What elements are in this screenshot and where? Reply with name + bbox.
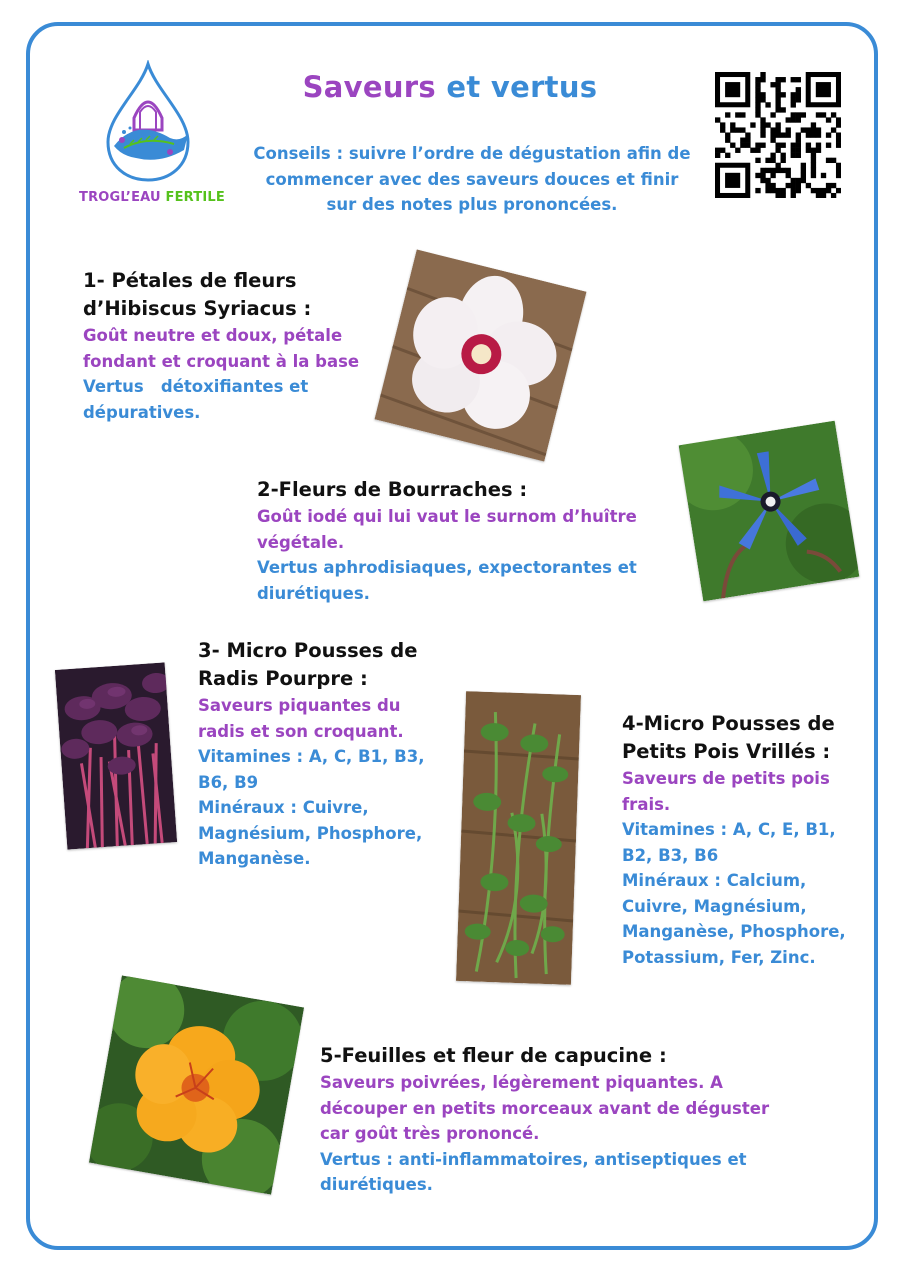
item-1-taste: Goût neutre et doux, pétale fondant et croquant à la base bbox=[83, 326, 360, 371]
item-3-heading-line1: 3- Micro Pousses de bbox=[198, 639, 418, 662]
radish-sprouts-photo bbox=[55, 662, 177, 849]
qr-code-icon bbox=[715, 72, 841, 198]
page-title bbox=[260, 70, 640, 104]
pea-shoots-photo bbox=[456, 691, 581, 985]
item-2-taste: Goût iodé qui lui vaut le surnom d’huître végétale. bbox=[257, 507, 637, 552]
item-1-heading-line2: d’Hibiscus Syriacus : bbox=[83, 297, 312, 320]
item-1-heading-line1: 1- Pétales de fleurs bbox=[83, 269, 297, 292]
item-4-taste: Saveurs de petits pois frais. bbox=[622, 769, 830, 814]
item-3-vitamins: Vitamines : A, C, B1, B3, B6, B9 bbox=[198, 747, 425, 792]
item-3 bbox=[198, 637, 443, 872]
item-4-vitamins: Vitamines : A, C, E, B1, B2, B3, B6 bbox=[622, 820, 836, 865]
item-3-minerals: Minéraux : Cuivre, Magnésium, Phosphore, Manganèse. bbox=[198, 798, 423, 868]
item-3-heading-line2: Radis Pourpre : bbox=[198, 667, 368, 690]
title-part2: et vertus bbox=[446, 70, 598, 104]
title-part1: Saveurs bbox=[302, 70, 436, 104]
logo-text-part2: FERTILE bbox=[165, 190, 225, 205]
item-1-virtues: Vertus détoxifiantes et dépuratives. bbox=[83, 377, 314, 422]
logo-text bbox=[62, 190, 242, 205]
item-5-virtues: Vertus : anti-inflammatoires, antiseptiques et diurétiques. bbox=[320, 1149, 747, 1194]
water-drop-fish-icon bbox=[100, 60, 196, 188]
item-2-virtues: Vertus aphrodisiaques, expectorantes et diurétiques. bbox=[257, 558, 637, 603]
item-2-heading: 2-Fleurs de Bourraches : bbox=[257, 478, 528, 501]
nasturtium-photo-frame bbox=[89, 975, 304, 1194]
item-3-taste: Saveurs piquantes du radis et son croquant. bbox=[198, 696, 404, 741]
borage-photo bbox=[679, 421, 860, 602]
qr-code[interactable] bbox=[715, 72, 841, 198]
item-5-taste: Saveurs poivrées, légèrement piquantes. A découper en petits morceaux avant de déguster car goût très prononcé. bbox=[320, 1073, 770, 1143]
logo bbox=[100, 60, 196, 188]
item-4-heading-line2: Petits Pois Vrillés : bbox=[622, 740, 831, 763]
item-5 bbox=[320, 1042, 800, 1198]
item-5-heading: 5-Feuilles et fleur de capucine : bbox=[320, 1044, 667, 1067]
item-4-minerals: Minéraux : Calcium, Cuivre, Magnésium, Manganèse, Phosphore, Potassium, Fer, Zinc. bbox=[622, 871, 846, 967]
item-1 bbox=[83, 267, 378, 425]
item-4-heading-line1: 4-Micro Pousses de bbox=[622, 712, 835, 735]
item-4 bbox=[622, 710, 862, 970]
logo-text-part1: TROGL’EAU bbox=[79, 190, 161, 205]
intro-text: Conseils : suivre l’ordre de dégustation afin de commencer avec des saveurs douces et finir sur des notes plus prononcées. bbox=[253, 144, 691, 214]
item-2 bbox=[257, 476, 687, 606]
